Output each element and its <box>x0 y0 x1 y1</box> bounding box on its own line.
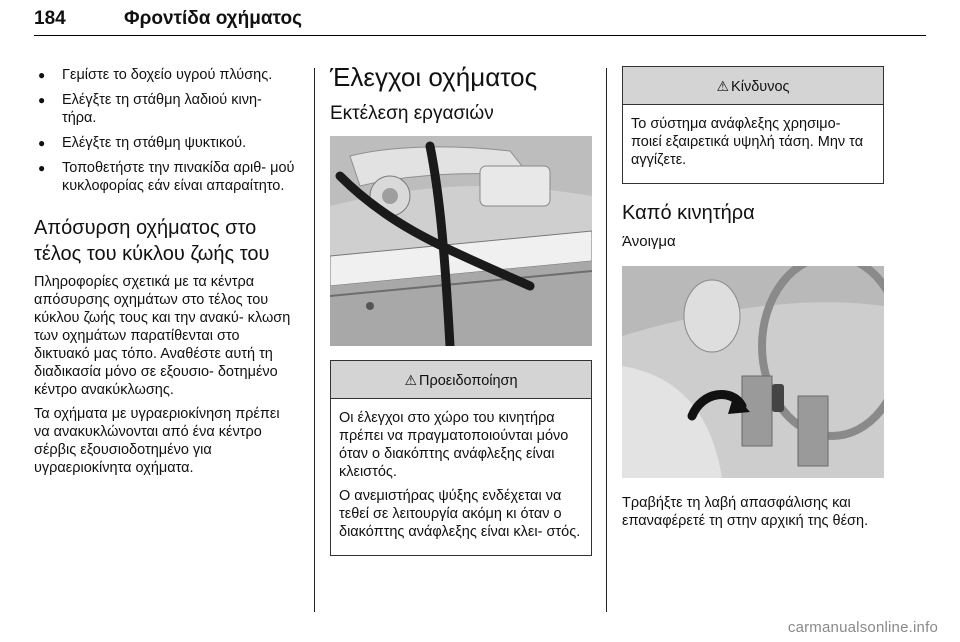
running-title: Φροντίδα οχήματος <box>124 8 302 29</box>
column-divider-1 <box>314 68 315 612</box>
column-left <box>34 66 299 483</box>
list-item: ● Ελέγξτε τη στάθμη λαδιού κινη‐ τήρα. <box>34 91 299 127</box>
checklist <box>34 66 299 195</box>
warning-header <box>331 361 591 399</box>
column-middle <box>330 62 592 556</box>
list-item: ● Ελέγξτε τη στάθμη ψυκτικού. <box>34 134 299 152</box>
page-header <box>34 4 926 36</box>
warning-body <box>331 399 591 555</box>
danger-title: Κίνδυνος <box>731 79 790 95</box>
warning-paragraph-ignition: Οι έλεγχοι στο χώρο του κινητήρα πρέπει να πραγματοποιούνται μόνο όταν ο διακόπτης ανάφλεξης είναι κλειστός. <box>339 410 569 480</box>
warning-box <box>330 360 592 556</box>
section-heading-end-of-life: Απόσυρση οχήματος στο τέλος του κύκλου ζωής του <box>34 217 270 265</box>
subheading-opening: Άνοιγμα <box>622 233 676 250</box>
danger-box <box>622 66 884 184</box>
list-item: ● Τοποθετήστε την πινακίδα αριθ‐ μού κυκλοφορίας εάν είναι απαραίτητο. <box>34 159 299 195</box>
column-divider-2 <box>606 68 607 612</box>
chapter-title: Έλεγχοι οχήματος <box>330 62 538 92</box>
danger-triangle-icon: ⚠ <box>716 78 730 94</box>
list-item: ● Γεμίστε το δοχείο υγρού πλύσης. <box>34 66 299 84</box>
paragraph-recycling-info: Πληροφορίες σχετικά με τα κέντρα απόσυρσης οχημάτων στο τέλος του κύκλου ζωής τους και την ανακύ‐ κλωση των οχημάτων παρατίθενται στο δικτυακό μας τόπο. Αναθέστε αυτή τη διαδικασία μόνο σε εξουσιο‐ δοτημένο κέντρο ανακύκλωσης. <box>34 274 291 398</box>
engine-bay-illustration <box>330 136 592 346</box>
bonnet-release-drawing <box>622 266 884 478</box>
engine-bay-drawing <box>330 136 592 346</box>
paragraph-pull-release-lever: Τραβήξτε τη λαβή απασφάλισης και επαναφέρετέ τη στην αρχική της θέση. <box>622 495 869 529</box>
header-rule <box>34 35 926 36</box>
warning-triangle-icon: ⚠ <box>404 372 417 388</box>
column-right <box>622 66 884 536</box>
subheading-performing-work: Εκτέλεση εργασιών <box>330 103 494 124</box>
warning-title: Προειδοποίηση <box>419 373 518 389</box>
bonnet-release-illustration <box>622 266 884 478</box>
danger-paragraph: Το σύστημα ανάφλεξης χρησιμο‐ ποιεί εξαιρετικά υψηλή τάση. Μην τα αγγίζετε. <box>631 116 864 168</box>
warning-paragraph-fan: Ο ανεμιστήρας ψύξης ενδέχεται να τεθεί σε λειτουργία ακόμη κι όταν ο διακόπτης ανάφλεξης είναι κλει‐ στός. <box>339 488 581 540</box>
section-heading-bonnet: Καπό κινητήρα <box>622 202 755 224</box>
paragraph-lpg-recycling: Τα οχήματα με υγραεριοκίνηση πρέπει να ανακυκλώνονται από ένα κέντρο σέρβις εξουσιοδοτημένο για υγραεριοκίνητα οχήματα. <box>34 406 280 476</box>
danger-header <box>623 67 883 105</box>
page-number: 184 <box>34 8 66 29</box>
watermark: carmanualsonline.info <box>787 619 938 636</box>
danger-body <box>623 105 883 183</box>
